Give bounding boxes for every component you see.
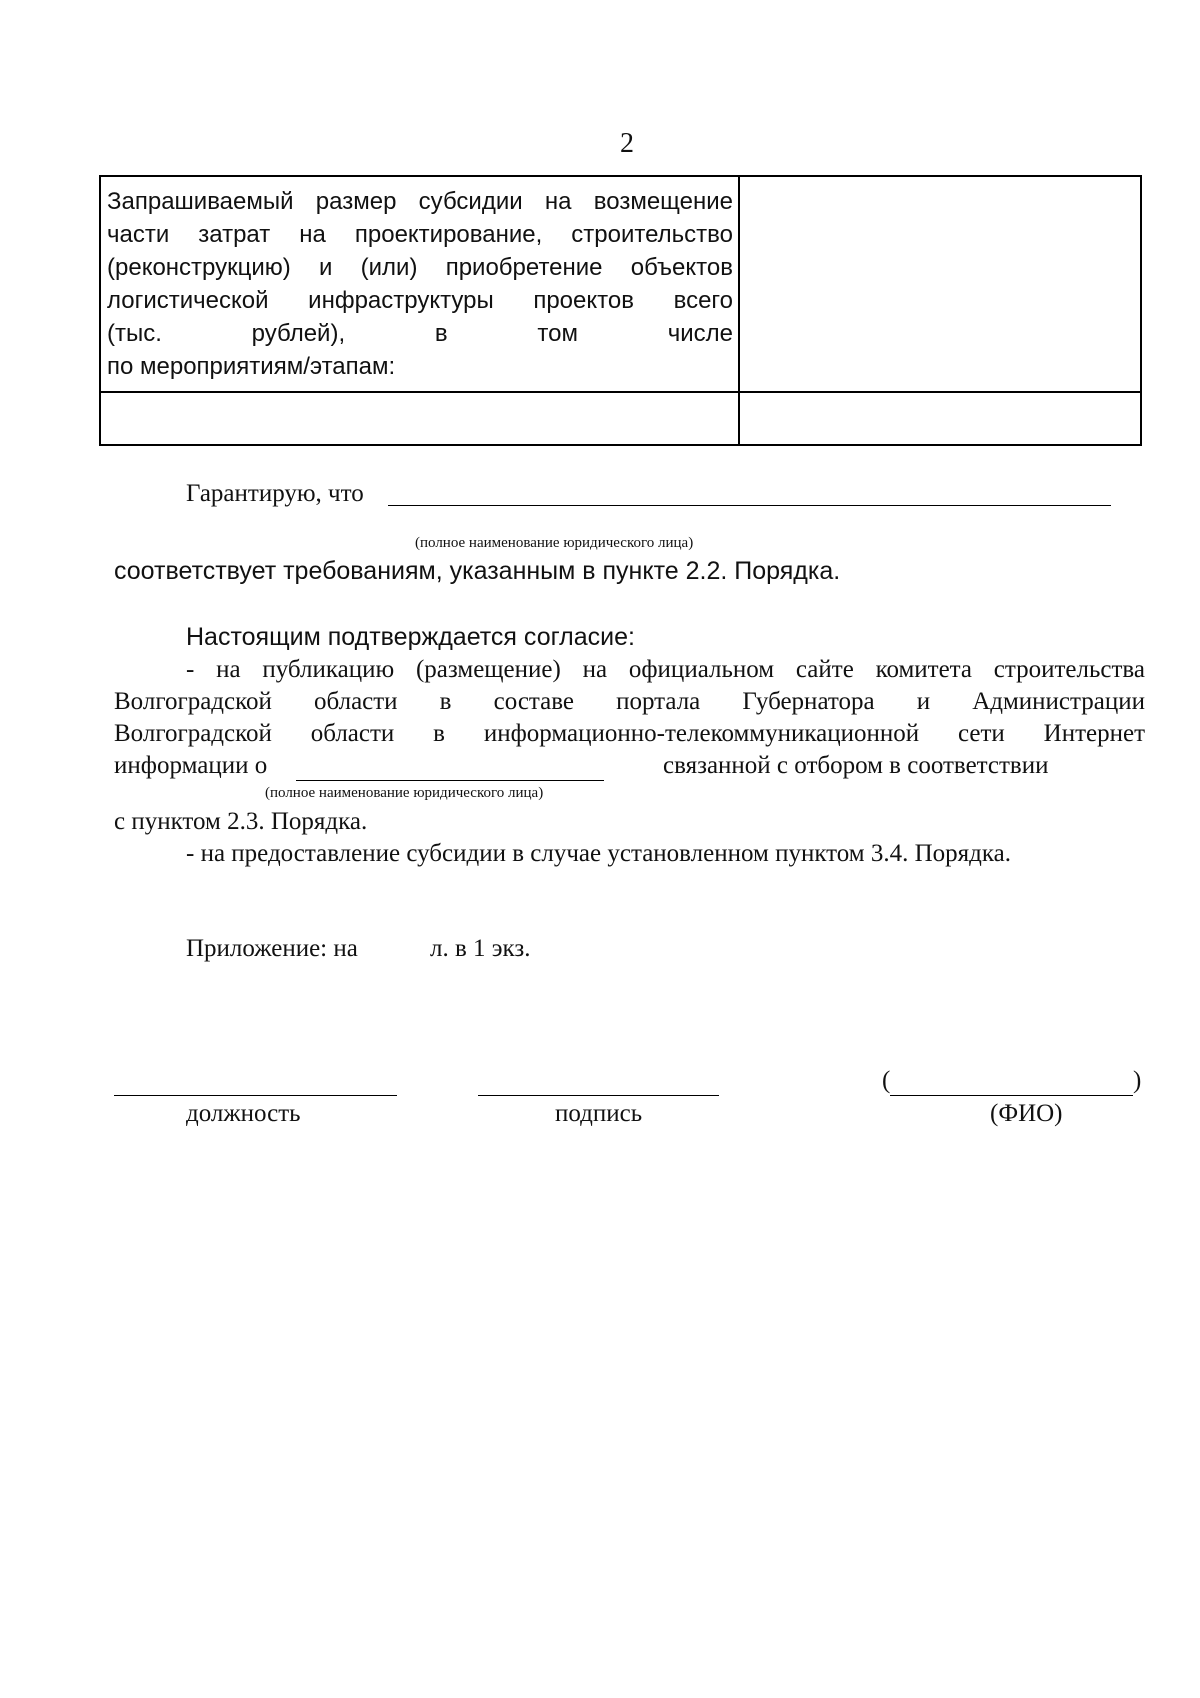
consent-name-field[interactable] bbox=[296, 780, 604, 781]
guarantee-prefix: Гарантирую, что bbox=[186, 480, 364, 507]
table-cell-line: логистической инфраструктуры проектов всего bbox=[107, 287, 733, 314]
consent-line-1: - на публикацию (размещение) на официальном сайте комитета строительства bbox=[186, 656, 1145, 683]
consent-name-caption: (полное наименование юридического лица) bbox=[265, 785, 544, 801]
name-label: (ФИО) bbox=[990, 1100, 1063, 1127]
guarantee-name-field[interactable] bbox=[388, 505, 1111, 506]
guarantee-suffix: соответствует требованиям, указанным в пункте 2.2. Порядка. bbox=[114, 557, 841, 585]
position-field[interactable] bbox=[114, 1095, 397, 1096]
name-close-paren: ) bbox=[1133, 1067, 1142, 1094]
consent-line-5: с пунктом 2.3. Порядка. bbox=[114, 808, 368, 835]
consent-line-4-prefix: информации о bbox=[114, 752, 268, 779]
signature-field[interactable] bbox=[478, 1095, 719, 1096]
consent-line-4-suffix: связанной с отбором в соответствии bbox=[663, 752, 1049, 779]
subsidy-table bbox=[99, 175, 1142, 446]
table-cell-line: (реконструкцию) и (или) приобретение объектов bbox=[107, 254, 733, 281]
table-cell-line: по мероприятиям/этапам: bbox=[107, 353, 396, 380]
name-field[interactable] bbox=[890, 1095, 1133, 1096]
consent-intro: Настоящим подтверждается согласие: bbox=[186, 623, 635, 651]
signature-label: подпись bbox=[555, 1100, 643, 1127]
page-number: 2 bbox=[620, 128, 634, 159]
attachment-prefix: Приложение: на bbox=[186, 935, 358, 962]
consent-line-6: - на предоставление субсидии в случае установленном пунктом 3.4. Порядка. bbox=[186, 840, 1011, 867]
position-label: должность bbox=[186, 1100, 301, 1127]
table-row-divider bbox=[101, 391, 1140, 393]
guarantee-caption: (полное наименование юридического лица) bbox=[415, 535, 694, 551]
table-row1-left-cell bbox=[107, 185, 733, 383]
table-cell-line: (тыс. рублей), в том числе bbox=[107, 320, 733, 347]
table-cell-line: Запрашиваемый размер субсидии на возмещение bbox=[107, 188, 733, 215]
consent-line-3: Волгоградской области в информационно-телекоммуникационной сети Интернет bbox=[114, 720, 1145, 747]
name-open-paren: ( bbox=[882, 1067, 891, 1094]
attachment-suffix: л. в 1 экз. bbox=[430, 935, 531, 962]
table-cell-line: части затрат на проектирование, строительство bbox=[107, 221, 733, 248]
consent-line-2: Волгоградской области в составе портала Губернатора и Администрации bbox=[114, 688, 1145, 715]
table-column-divider bbox=[738, 177, 740, 444]
